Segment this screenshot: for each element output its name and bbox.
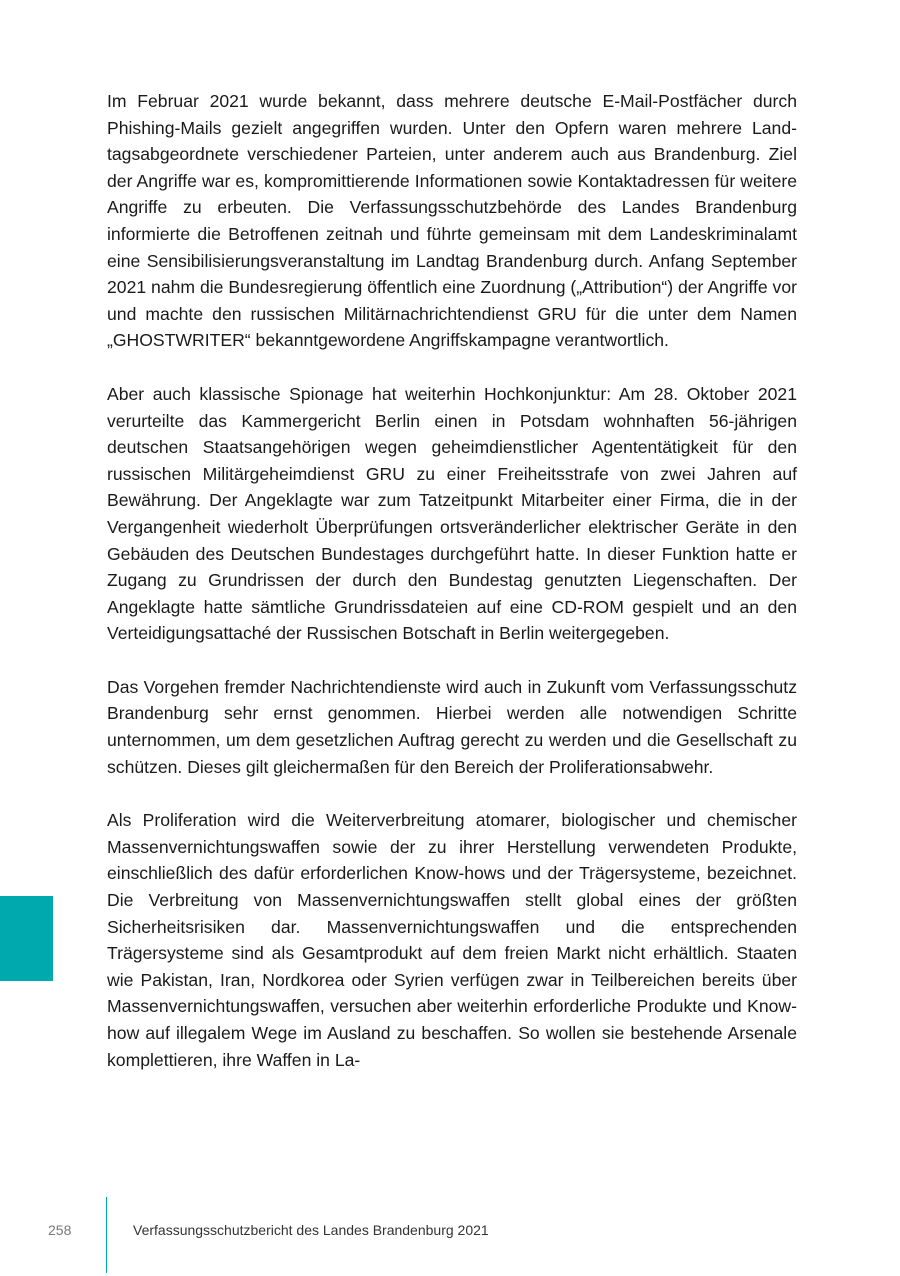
paragraph-proliferation: Als Proliferation wird die Weiterverbreitung atomarer, biologischer und chemischer Massenvernichtungswaffen sowie der zu ihrer Herstellung verwendeten Produkte, einschließlich des dafür erforderlichen Know-hows und der Trägersysteme, bezeichnet. Die Verbreitung von Massenvernichtungswaffen stellt global eines der größten Sicherheitsrisiken dar. Massenvernichtungswaffen und die entsprechenden Trägersysteme sind als Gesamtprodukt auf dem freien Markt nicht erhältlich. Staaten wie Pakistan, Iran, Nordkorea oder Syrien verfügen zwar in Teilbereichen bereits über Massenvernichtungswaffen, versuchen aber weiterhin erforderliche Produkte und Know-how auf illegalem Wege im Ausland zu beschaffen. So wollen sie bestehende Arsenale komplettieren, ihre Waffen in La- (107, 810, 797, 1070)
paragraph-espionage: Aber auch klassische Spionage hat weiterhin Hochkonjunktur: Am 28. Oktober 2021 verurteilte das Kammergericht Berlin einen in Potsdam wohnhaften 56-jährigen deutschen Staatsangehörigen wegen geheimdienstlicher Agententätigkeit für den russischen Militärgeheimdienst GRU zu einer Freiheitsstrafe von zwei Jahren auf Bewährung. Der Angeklagte war zum Tatzeitpunkt Mitarbeiter einer Firma, die in der Vergangenheit wiederholt Überprüfungen ortsveränderlicher elektrischer Geräte in den Gebäuden des Deutschen Bundestages durchgeführt hatte. In dieser Funktion hatte er Zugang zu Grundrissen der durch den Bundestag genutzten Liegenschaften. Der Angeklagte hatte sämtliche Grundrissdateien auf eine CD-ROM gespielt und an den Verteidigungsattaché der Russischen Botschaft in Berlin weitergegeben. (107, 383, 797, 644)
paragraph-phishing: Im Februar 2021 wurde bekannt, dass mehrere deutsche E-Mail-Postfächer durch Phishing-Mails gezielt angegriffen wurden. Unter den Opfern waren mehrere Landtagsabgeordnete verschiedener Parteien, unter anderem auch aus Brandenburg. Ziel der Angriffe war es, kompromittierende Informationen sowie Kontaktadressen für weitere Angriffe zu erbeuten. Die Verfassungsschutzbehörde des Landes Brandenburg informierte die Betroffenen zeitnah und führte gemeinsam mit dem Landeskriminalamt eine Sensibilisierungsveranstaltung im Landtag Brandenburg durch. Anfang September 2021 nahm die Bundesregierung öffentlich eine Zuordnung („Attribution“) der Angriffe vor und machte den russischen Militärnachrichtendienst GRU für die unter dem Namen „GHOSTWRITER“ bekanntgewordene Angriffskampagne verantwortlich. (107, 91, 797, 351)
publication-title: Verfassungsschutzbericht des Landes Brandenburg 2021 (133, 1222, 489, 1238)
footer-divider (106, 1197, 107, 1273)
chapter-marker-tab (0, 896, 53, 981)
page-number: 258 (48, 1222, 72, 1238)
paragraph-outlook: Das Vorgehen fremder Nachrichtendienste wird auch in Zukunft vom Verfassungsschutz Brandenburg sehr ernst genommen. Hierbei werden alle notwendigen Schritte unternommen, um dem gesetzlichen Auftrag gerecht zu werden und die Gesellschaft zu schützen. Dieses gilt gleichermaßen für den Bereich der Proliferationsabwehr. (107, 676, 797, 777)
page-body (107, 88, 797, 1100)
